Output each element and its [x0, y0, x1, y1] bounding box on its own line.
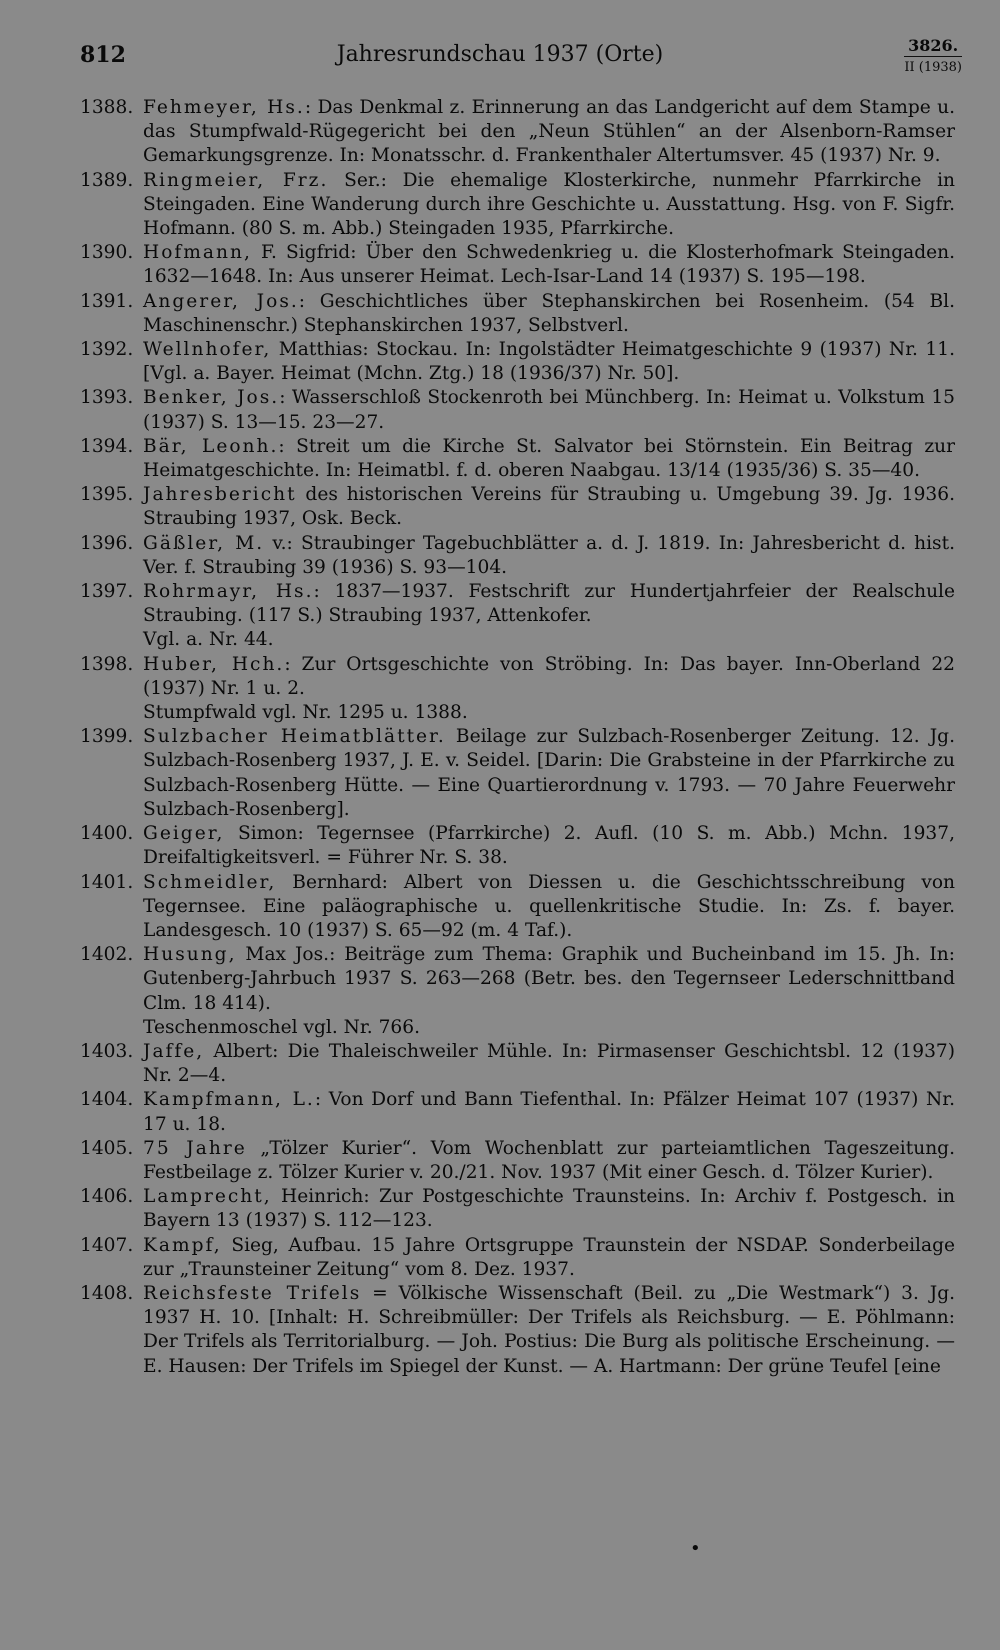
bibliography-entry [80, 483, 955, 531]
running-title: Jahresrundschau 1937 (Orte) [336, 42, 664, 67]
entry-text: Ser.: Die ehemalige Klosterkirche, nunmehr Pfarrkirche in Steingaden. Eine Wanderung durch ihre Geschichte u. Ausstattung. Hsg. von F. Sigfr. Hofmann. (80 S. m. Abb.) Steingaden 1935, Pfarrkirche. [143, 169, 955, 240]
entry-text: : Streit um die Kirche St. Salvator bei Störnstein. Ein Beitrag zur Heimatgeschichte. In: Heimatbl. f. d. oberen Naabgau. 13/14 (1935/36) S. 35—40. [143, 435, 955, 482]
entry-author: Gäßler, M. [143, 532, 265, 554]
bibliography-entry [80, 943, 955, 1016]
signature-top: 3826. [908, 36, 959, 55]
entry-author: Bär, Leonh. [143, 435, 279, 457]
entry-number: 1401. [80, 871, 134, 893]
entry-text: Sieg, Aufbau. 15 Jahre Ortsgruppe Traunstein der NSDAP. Sonderbeilage zur „Traunsteiner Zeitung“ vom 8. Dez. 1937. [143, 1234, 955, 1280]
entry-text: v.: Straubinger Tagebuchblätter a. d. J. 1819. In: Jahresbericht d. hist. Ver. f. Straubing 39 (1936) S. 93—104. [143, 532, 955, 578]
bibliography-entry [80, 241, 955, 289]
bibliography-entry [80, 580, 955, 628]
entry-author: Ringmeier, Frz. [143, 169, 329, 191]
entry-number: 1402. [80, 944, 134, 966]
bibliography-entries [80, 96, 955, 1379]
bibliography-entry [80, 290, 955, 338]
bibliography-entry [80, 1185, 955, 1233]
entry-number: 1403. [80, 1040, 134, 1062]
bibliography-entry [80, 1040, 955, 1088]
bibliography-entry [80, 1282, 955, 1379]
entry-number: 1394. [80, 435, 134, 457]
cross-reference: Teschenmoschel vgl. Nr. 766. [143, 1016, 420, 1038]
entry-text: Beilage zur Sulzbach-Rosenberger Zeitung. 12. Jg. Sulzbach-Rosenberg 1937, J. E. v. Seidel. [Darin: Die Grabsteine in der Pfarrkirche zu Sulzbach-Rosenberg Hütte. — Eine Quartierordnung v. 1793. — 70 Jahre Feuerwehr Sulzbach-Rosenberg]. [143, 726, 955, 820]
entry-number: 1408. [80, 1282, 134, 1304]
entry-text: : Das Denkmal z. Erinnerung an das Landgericht auf dem Stampe u. das Stumpfwald-Rügegericht bei den „Neun Stühlen“ an der Alsenborn-Ramser Gemarkungsgrenze. In: Monatsschr. d. Frankenthaler Altertumsver. 45 (1937) Nr. 9. [143, 97, 955, 167]
bibliography-entry [80, 338, 955, 386]
entry-text: „Tölzer Kurier“. Vom Wochenblatt zur parteiamtlichen Tageszeitung. Festbeilage z. Tölzer Kurier v. 20./21. Nov. 1937 (Mit einer Gesch. d. Tölzer Kurier). [143, 1137, 955, 1183]
entry-number: 1406. [80, 1186, 134, 1208]
entry-number: 1389. [80, 169, 134, 191]
entry-text: Max Jos.: Beiträge zum Thema: Graphik und Bucheinband im 15. Jh. In: Gutenberg-Jahrbuch 1937 S. 263—268 (Betr. bes. den Tegernseer Lederschnittband Clm. 18 414). [143, 944, 955, 1014]
entry-text: = Völkische Wissenschaft (Beil. zu „Die Westmark“) 3. Jg. 1937 H. 10. [Inhalt: H. Schreibmüller: Der Trifels als Reichsburg. — E. Pöhlmann: Der Trifels als Territorialburg. — Joh. Postius: Die Burg als politische Erscheinung. — E. Hausen: Der Trifels im Spiegel der Kunst. — A. Hartmann: Der grüne Teufel [eine [143, 1282, 956, 1377]
bibliography-entry [80, 386, 955, 434]
page-header [0, 36, 1000, 86]
bibliography-entry [80, 725, 955, 822]
entry-author: Wellnhofer, [143, 339, 272, 361]
entry-number: 1390. [80, 242, 134, 264]
entry-author: Sulzbacher Heimatblätter. [143, 726, 446, 748]
bibliography-entry [80, 1137, 955, 1185]
entry-text: : Wasserschloß Stockenroth bei Münchberg. In: Heimat u. Volkstum 15 (1937) S. 13—15. 23—27. [143, 387, 956, 433]
entry-text: Albert: Die Thaleischweiler Mühle. In: Pirmasenser Geschichtsbl. 12 (1937) Nr. 2—4. [143, 1040, 955, 1087]
entry-text: Heinrich: Zur Postgeschichte Traunsteins. In: Archiv f. Postgesch. in Bayern 13 (1937) S. 112—123. [143, 1186, 955, 1232]
entry-text: Simon: Tegernsee (Pfarrkirche) 2. Aufl. (10 S. m. Abb.) Mchn. 1937, Dreifaltigkeitsverl. = Führer Nr. S. 38. [143, 823, 955, 869]
entry-number: 1404. [80, 1089, 134, 1111]
bibliography-entry [80, 871, 955, 944]
entry-number: 1392. [80, 339, 134, 361]
entry-author: Husung, [143, 944, 237, 966]
entry-number: 1391. [80, 290, 134, 312]
entry-author: Jaffe, [143, 1040, 205, 1062]
entry-number: 1400. [80, 823, 134, 845]
entry-number: 1407. [80, 1234, 134, 1256]
entry-number: 1398. [80, 653, 134, 675]
bibliography-entry [80, 653, 955, 701]
bibliography-entry [80, 822, 955, 870]
entry-number: 1388. [80, 97, 134, 118]
page-dot: • [690, 1538, 701, 1559]
entry-author: 75 Jahre [143, 1137, 247, 1159]
entry-author: Angerer, Jos. [143, 290, 299, 312]
entry-text: F. Sigfrid: Über den Schwedenkrieg u. die Klosterhofmark Steingaden. 1632—1648. In: Aus unserer Heimat. Lech-Isar-Land 14 (1937) S. 195—198. [143, 242, 955, 288]
bibliography-entry [80, 532, 955, 580]
entry-author: Geiger, [143, 823, 225, 845]
bibliography-entry [80, 1088, 955, 1136]
entry-author: Reichsfeste Trifels [143, 1282, 362, 1304]
entry-number: 1399. [80, 726, 134, 748]
page-number: 812 [80, 42, 126, 68]
entry-author: Lamprecht, [143, 1186, 272, 1208]
bibliography-entry [80, 1234, 955, 1282]
entry-number: 1395. [80, 484, 134, 506]
entry-number: 1405. [80, 1137, 134, 1159]
entry-number: 1396. [80, 532, 134, 554]
entry-author: Huber, Hch. [143, 653, 285, 675]
signature-mark [904, 36, 962, 78]
entry-number: 1397. [80, 581, 134, 603]
entry-text: Bernhard: Albert von Diessen u. die Geschichtsschreibung von Tegernsee. Eine paläographische u. quellenkritische Studie. In: Zs. f. bayer. Landesgesch. 10 (1937) S. 65—92 (m. 4 Taf.). [143, 871, 955, 941]
entry-author: Schmeidler, [143, 871, 277, 893]
entry-text: des historischen Vereins für Straubing u. Umgebung 39. Jg. 1936. Straubing 1937, Osk. Beck. [143, 484, 955, 530]
signature-bottom: II (1938) [904, 56, 962, 78]
entry-author: Fehmeyer, Hs. [143, 97, 305, 118]
bibliography-entry [80, 435, 955, 483]
cross-reference: Vgl. a. Nr. 44. [143, 629, 274, 651]
cross-reference: Stumpfwald vgl. Nr. 1295 u. 1388. [143, 702, 468, 724]
entry-author: Rohrmayr, Hs. [143, 581, 314, 603]
entry-text: : Zur Ortsgeschichte von Ströbing. In: Das bayer. Inn-Oberland 22 (1937) Nr. 1 u. 2. [143, 653, 955, 699]
entry-number: 1393. [80, 387, 134, 409]
entry-text: : Geschichtliches über Stephanskirchen bei Rosenheim. (54 Bl. Maschinenschr.) Stephanskirchen 1937, Selbstverl. [143, 290, 956, 336]
entry-author: Benker, Jos. [143, 387, 280, 409]
entry-text: : 1837—1937. Festschrift zur Hundertjahrfeier der Realschule Straubing. (117 S.) Straubing 1937, Attenkofer. [143, 581, 955, 627]
entry-author: Kampf, [143, 1234, 222, 1256]
entry-text: : Von Dorf und Bann Tiefenthal. In: Pfälzer Heimat 107 (1937) Nr. 17 u. 18. [143, 1089, 955, 1135]
entry-author: Jahresbericht [143, 484, 297, 506]
entry-author: Hofmann, [143, 242, 252, 264]
bibliography-entry [80, 96, 955, 169]
entry-text: Matthias: Stockau. In: Ingolstädter Heimatgeschichte 9 (1937) Nr. 11. [Vgl. a. Bayer. Heimat (Mchn. Ztg.) 18 (1936/37) Nr. 50]. [143, 339, 955, 385]
entry-author: Kampfmann, L. [143, 1089, 315, 1111]
bibliography-entry [80, 169, 955, 242]
